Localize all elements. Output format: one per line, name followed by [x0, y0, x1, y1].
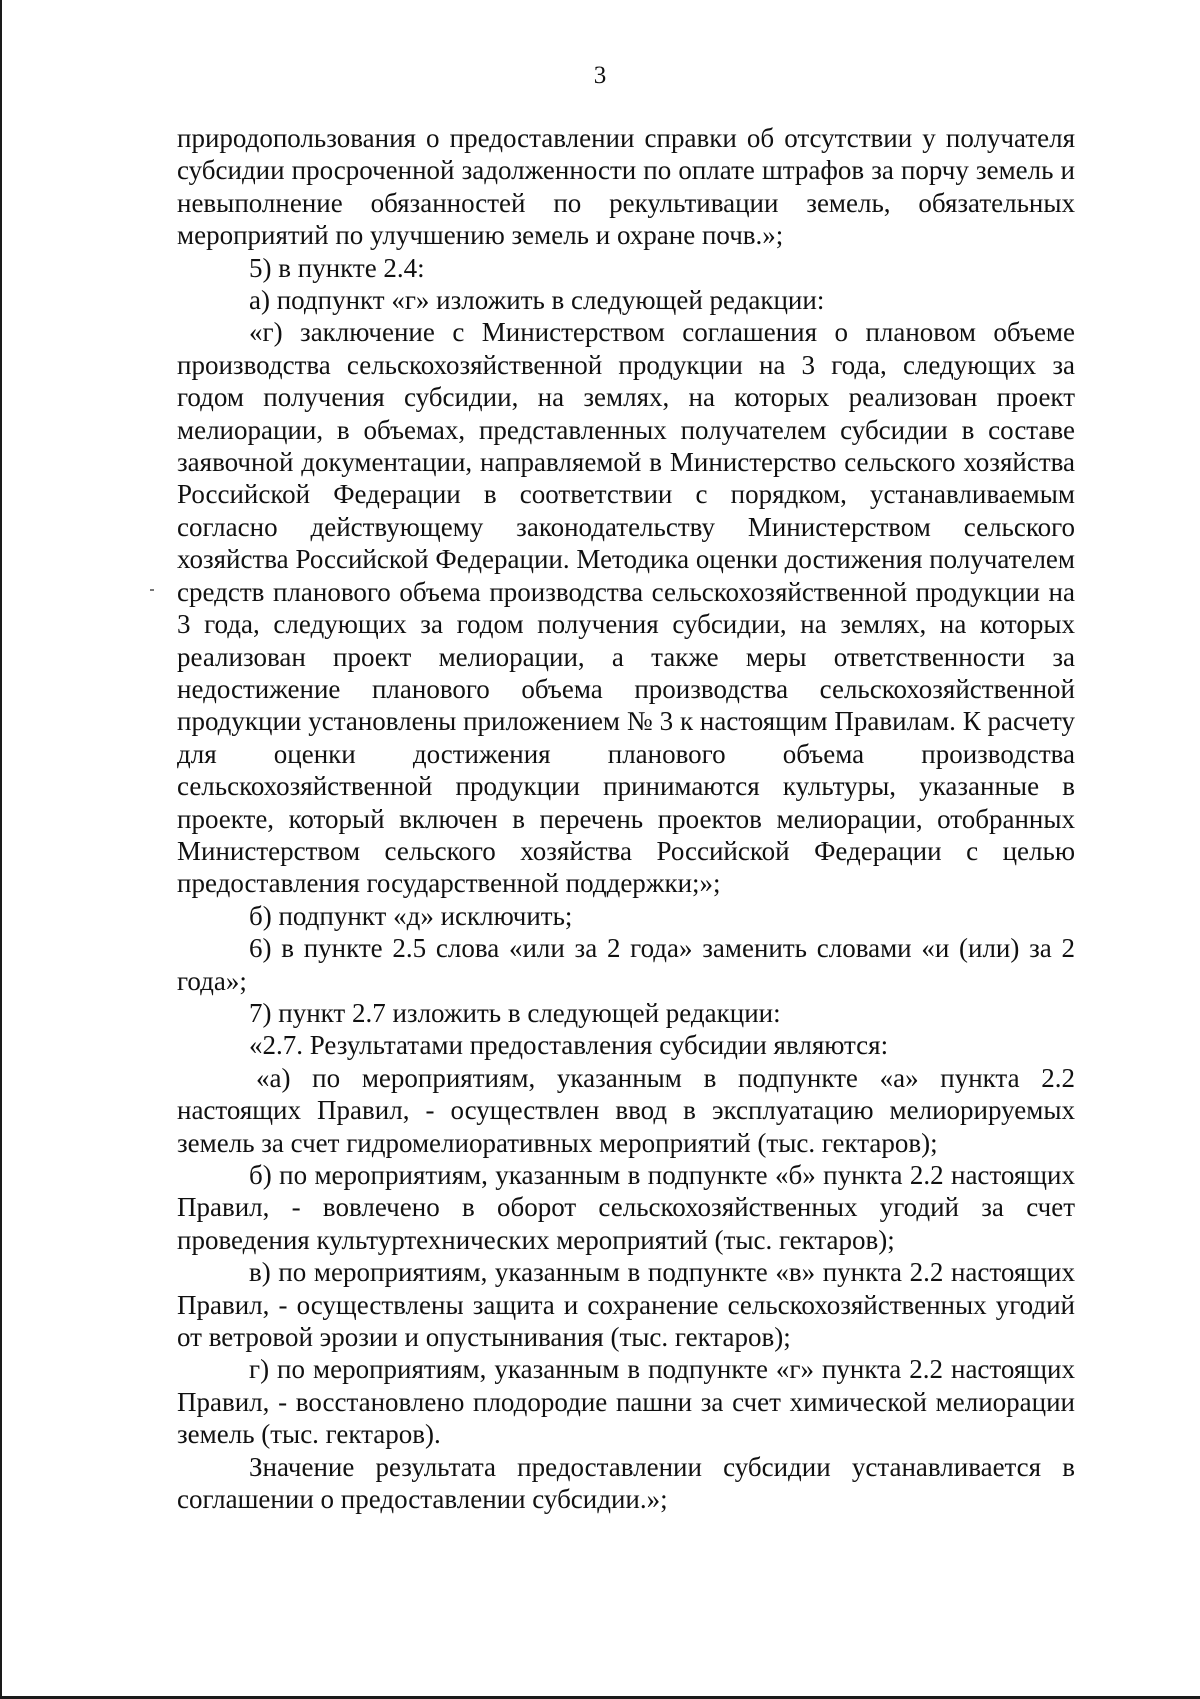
paragraph-item-5: 5) в пункте 2.4:	[249, 252, 425, 283]
paragraph-item-7: 7) пункт 2.7 изложить в следующей редакции:	[249, 997, 781, 1028]
paragraph-result-v: в) по мероприятиям, указанным в подпункте «в» пункта 2.2 настоящих Правил, - осуществлены защита и сохранение сельскохозяйственных угодий от ветровой эрозии и опустынивания (тыс. гектаров);	[177, 1257, 1075, 1353]
page-number: 3	[593, 62, 607, 89]
scan-left-edge	[0, 0, 2, 1699]
document-body	[177, 122, 1075, 1515]
paragraph-result-a: «а) по мероприятиям, указанным в подпункте «а» пункта 2.2 настоящих Правил, - осуществлен ввод в эксплуатацию мелиорируемых земель за счет гидромелиоративных мероприятий (тыс. гектаров);	[177, 1062, 1075, 1158]
paragraph-subitem-a: а) подпункт «г» изложить в следующей редакции:	[249, 285, 825, 316]
paragraph-result-g: г) по мероприятиям, указанным в подпункте «г» пункта 2.2 настоящих Правил, - восстановлено плодородие пашни за счет химической мелиорации земель (тыс. гектаров).	[177, 1354, 1075, 1450]
paragraph-continuation: природопользования о предоставлении справки об отсутствии у получателя субсидии просроченной задолженности по оплате штрафов за порчу земель и невыполнение обязанностей по рекультивации земель, обязательных мероприятий по улучшению земель и охране почв.»;	[177, 123, 1075, 251]
paragraph-subitem-b: б) подпункт «д» исключить;	[249, 900, 573, 931]
paragraph-item-6: 6) в пункте 2.5 слова «или за 2 года» заменить словами «и (или) за 2 года»;	[177, 933, 1075, 996]
paragraph-results-heading: «2.7. Результатами предоставления субсидии являются:	[249, 1030, 889, 1061]
paragraph-subitem-g-text: «г) заключение с Министерством соглашения о плановом объеме производства сельскохозяйственной продукции на 3 года, следующих за годом получения субсидии, на землях, на которых реализован проект мелиорации, в объемах, представленных получателем субсидии в составе заявочной документации, направляемой в Министерство сельского хозяйства Российской Федерации в соответствии с порядком, устанавливаемым согласно действующему законодательству Министерством сельского хозяйства Российской Федерации. Методика оценки достижения получателем средств планового объема производства сельскохозяйственной продукции на 3 года, следующих за годом получения субсидии, на землях, на которых реализован проект мелиорации, а также меры ответственности за недостижение планового объема производства сельскохозяйственной продукции установлены приложением № 3 к настоящим Правилам. К расчету для оценки достижения планового объема производства сельскохозяйственной продукции принимаются культуры, указанные в проекте, который включен в перечень проектов мелиорации, отобранных Министерством сельского хозяйства Российской Федерации с целью предоставления государственной поддержки;»;	[177, 317, 1075, 899]
paragraph-result-b: б) по мероприятиям, указанным в подпункте «б» пункта 2.2 настоящих Правил, - вовлечено в оборот сельскохозяйственных угодий за счет проведения культуртехнических мероприятий (тыс. гектаров);	[177, 1160, 1075, 1255]
paragraph-result-value: Значение результата предоставлении субсидии устанавливается в соглашении о предоставлении субсидии.»;	[177, 1451, 1075, 1515]
scan-mark	[150, 589, 154, 591]
